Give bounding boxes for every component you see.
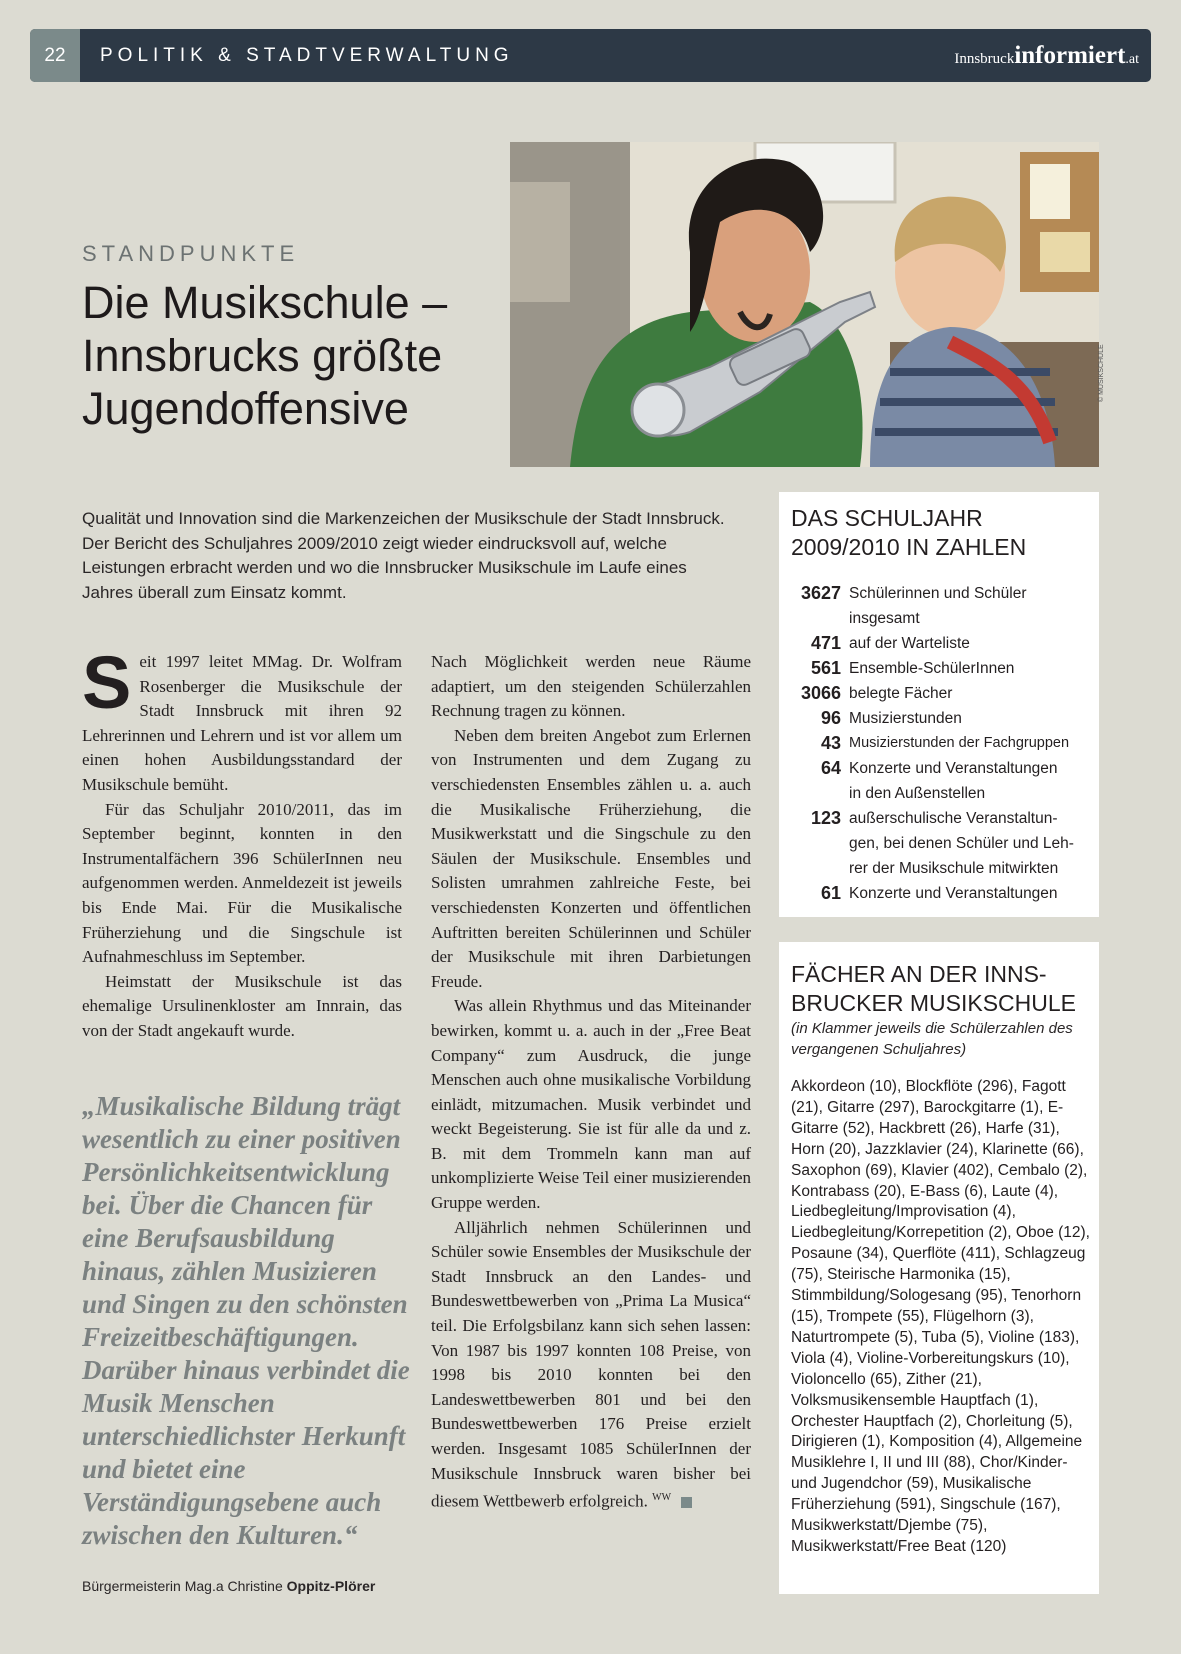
stat-label: belegte Fächer <box>849 685 953 702</box>
quote-author <box>82 1578 375 1594</box>
author-prefix: Bürgermeisterin Mag.a Christine <box>82 1578 287 1594</box>
subjects-list: Akkordeon (10), Blockflöte (296), Fagott (21), Gitarre (297), Barockgitarre (1), E-Gitarre (52), Hackbrett (26), Harfe (31), Horn (20), Jazzklavier (24), Klarinette (66), Saxophon (69), Klavier (402), Cembalo (2), Kontrabass (20), E-Bass (6), Laute (4), Liedbegleitung/Improvisation (4), Liedbegleitung/Korrepetition (2), Oboe (12), Posaune (34), Querflöte (411), Schlagzeug (75), Steirische Harmonika (15), Stimmbildung/Sologesang (95), Tenorhorn (15), Trompete (55), Flügelhorn (3), Naturtrompete (5), Tuba (5), Violine (183), Viola (4), Violine-Vorbereitungskurs (10), Violoncello (65), Zither (21), Volksmusikensemble Hauptfach (1), Orchester Hauptfach (2), Chorleitung (5), Dirigieren (1), Komposition (4), Allgemeine Musiklehre I, II und III (88), Chor/Kinder- und Jugendchor (59), Musikalische Früherziehung (591), Singschule (167), Musikwerkstatt/Djembe (75), Musikwerkstatt/Free Beat (120) <box>791 1078 1090 1555</box>
subjects-title <box>791 960 1076 1018</box>
stat-label: Ensemble-SchülerInnen <box>849 660 1015 677</box>
title-line: Innsbrucks größte <box>82 330 443 381</box>
stat-number: 3627 <box>800 583 841 603</box>
stats-box <box>779 492 1099 917</box>
stat-number: 561 <box>810 658 841 678</box>
stat-label: Schülerinnen und Schüler insgesamt <box>849 585 1027 627</box>
stat-number: 471 <box>810 633 841 653</box>
lead-paragraph: Qualität und Innovation sind die Markenzeichen der Musikschule der Stadt Innsbruck. Der Bericht des Schuljahres 2009/2010 zeigt wieder eindrucksvoll auf, welche Leistungen erbracht werden und wo die Innsbrucker Musikschule im Laufe eines Jahres überall zum Einsatz kommt. <box>82 509 725 602</box>
kicker: STANDPUNKTE <box>82 241 300 266</box>
stat-label: auf der Warteliste <box>849 635 970 652</box>
paragraph: Was allein Rhythmus und das Miteinander bewirken, kommt u. a. auch in der „Free Beat Company“ zum Ausdruck, die junge Menschen auch ohne musikalische Vorbildung einlädt, mitzumachen. Musik verbindet und weckt Begeisterung. Sie ist für alle da und z. B. mit dem Trommeln kann man auf unkomplizierte Weise Teil einer musizierenden Gruppe werden. <box>431 996 751 1213</box>
title-line: Die Musikschule – <box>82 277 448 328</box>
end-mark <box>681 1497 692 1508</box>
paragraph: Heimstatt der Musikschule ist das ehemalige Ursulinenkloster am Innrain, das von der Stadt angekauft wurde. <box>82 971 402 1040</box>
stat-number: 3066 <box>800 683 841 703</box>
article-photo <box>510 142 1099 467</box>
stats-title <box>791 504 1026 562</box>
stat-label: Konzerte und Veranstaltungen <box>849 885 1058 902</box>
stat-number: 96 <box>820 708 841 728</box>
brand-main: informiert <box>1014 42 1126 69</box>
stat-label: Musizierstunden <box>849 710 962 727</box>
stat-number: 64 <box>820 758 841 778</box>
brand-logo <box>954 29 1139 82</box>
article-title <box>82 276 492 435</box>
stats-title-line: 2009/2010 IN ZAHLEN <box>791 534 1027 560</box>
stats-title-line: DAS SCHULJAHR <box>791 505 983 531</box>
paragraph: Nach Möglichkeit werden neue Räume adaptiert, um den steigenden Schülerzahlen Rechnung tragen zu können. <box>431 652 751 721</box>
paragraph-text: Alljährlich nehmen Schülerinnen und Schüler sowie Ensembles der Musikschule der Stadt Innsbruck an den Landes- und Bundeswettbewerben von „Prima La Musica“ teil. Die Erfolgsbilanz kann sich sehen lassen: Von 1987 bis 1997 konnten 108 Preise, von 1998 bis 2010 konnten bei den Landeswettbewerben 801 und bei den Bundeswettbewerben 176 Preise erzielt werden. Insgesamt 1085 SchülerInnen der Musikschule Innsbruck waren bisher bei diesem Wettbewerb erfolgreich. <box>431 1217 751 1511</box>
stat-number: 61 <box>820 883 841 903</box>
subjects-box <box>779 942 1099 1594</box>
paragraph-text: eit 1997 leitet MMag. Dr. Wolfram Rosenberger die Musikschule der Stadt Innsbruck mit ihren 92 Lehrerinnen und Lehrern und ist vor allem um einen hohen Ausbildungsstandard der Musikschule bemüht. <box>82 652 402 794</box>
subjects-title-line: BRUCKER MUSIKSCHULE <box>791 990 1076 1016</box>
stat-number: 43 <box>820 733 841 753</box>
author-name: Oppitz-Plörer <box>286 1578 376 1594</box>
stat-label: Musizierstunden der Fachgruppen <box>849 735 1070 751</box>
brand-pre: Innsbruck <box>954 51 1015 67</box>
stat-number: 123 <box>810 808 841 828</box>
pull-quote: „Musikalische Bildung trägt wesentlich zu einer positiven Persönlichkeitsentwicklung bei. Über die Chancen für eine Berufsausbildung hinaus, zählen Musizieren und Singen zu den schönsten Freizeitbeschäftigungen. Darüber hinaus verbindet die Musik Menschen unterschiedlichster Herkunft und bietet eine Verständigungsebene auch zwischen den Kulturen.“ <box>82 1091 410 1550</box>
drop-cap: S <box>82 641 132 724</box>
photo-credit: © MUSIKSCHULE <box>1098 344 1105 402</box>
stat-label: außerschulische Veranstaltun- gen, bei denen Schüler und Leh- rer der Musikschule mitwirkten <box>849 810 1074 877</box>
subjects-title-line: FÄCHER AN DER INNS- <box>791 961 1047 987</box>
article-column-2 <box>431 650 751 1514</box>
stat-label: Konzerte und Veranstaltungen in den Außenstellen <box>849 760 1058 802</box>
brand-suffix: .at <box>1125 52 1139 67</box>
paragraph <box>82 641 402 798</box>
paragraph <box>431 1216 751 1515</box>
subjects-subtitle: (in Klammer jeweils die Schülerzahlen des vergangenen Schuljahres) <box>791 1020 1073 1058</box>
title-line: Jugendoffensive <box>82 383 409 434</box>
article-column-1 <box>82 641 402 1044</box>
author-signature: WW <box>652 1492 672 1504</box>
page-number: 22 <box>30 29 80 82</box>
section-title: POLITIK & STADTVERWALTUNG <box>100 45 514 66</box>
paragraph: Neben dem breiten Angebot zum Erlernen von Instrumenten und dem Zugang zu verschiedensten Ensembles zählen u. a. auch die Musikalische Früherziehung, die Musikwerkstatt und die Singschule zu den Säulen der Musikschule. Ensembles und Solisten umrahmen zahlreiche Feste, bei verschiedensten Konzerten und öffentlichen Auftritten bereiten Schülerinnen und Schüler der Musikschule mit ihren Darbietungen Freude. <box>431 725 751 991</box>
page-header <box>30 29 1151 82</box>
paragraph: Für das Schuljahr 2010/2011, das im September beginnt, konnten in den Instrumentalfächern 396 SchülerInnen neu aufgenommen werden. Anmeldezeit ist jeweils bis Ende Mai. Für die Musikalische Früherziehung und die Singschule ist Aufnahmeschluss im September. <box>82 799 402 967</box>
